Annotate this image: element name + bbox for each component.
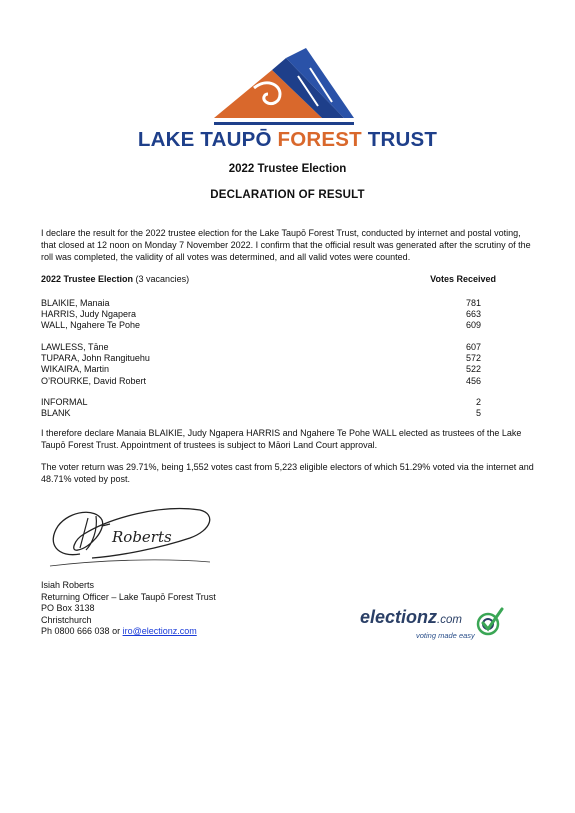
vote-category: INFORMAL bbox=[41, 397, 88, 407]
turnout-paragraph: The voter return was 29.71%, being 1,552 votes cast from 5,223 eligible electors of which 51.29% voted via the internet and 48.71% voted by post. bbox=[41, 462, 534, 484]
candidate-votes: 781 bbox=[465, 298, 481, 308]
result-row bbox=[41, 376, 481, 387]
results-heading-bold: 2022 Trustee Election bbox=[41, 274, 134, 284]
vote-category: BLANK bbox=[41, 408, 71, 419]
result-row bbox=[41, 309, 481, 320]
officer-contact bbox=[41, 626, 301, 638]
officer-name: Isiah Roberts bbox=[41, 580, 95, 590]
election-subtitle: 2022 Trustee Election bbox=[228, 163, 347, 175]
organization-name bbox=[0, 128, 575, 152]
electionz-checkmark-icon bbox=[474, 607, 504, 637]
results-heading bbox=[41, 274, 189, 284]
result-row bbox=[41, 298, 481, 309]
intro-paragraph: I declare the result for the 2022 trustee election for the Lake Taupō Forest Trust, conducted by internet and postal voting, that closed at 12 noon on Monday 7 November 2022. I confirm that the official result was generated after the scrutiny of the roll was completed, the validity of all votes was determined, and all valid votes were counted. bbox=[41, 228, 531, 262]
informal-blank-votes bbox=[41, 397, 481, 419]
signature-icon bbox=[40, 496, 220, 576]
candidate-name: TUPARA, John Rangituehu bbox=[41, 353, 150, 364]
result-row bbox=[41, 364, 481, 375]
returning-officer-details bbox=[41, 580, 301, 638]
officer-email-link[interactable]: iro@electionz.com bbox=[122, 626, 197, 636]
org-name-part1: LAKE TAUPŌ bbox=[137, 128, 272, 151]
other-candidates bbox=[41, 342, 481, 387]
document-title: DECLARATION OF RESULT bbox=[210, 189, 365, 201]
elected-candidates bbox=[41, 298, 481, 332]
result-row bbox=[41, 342, 481, 353]
candidate-votes: 572 bbox=[465, 353, 481, 364]
signature-text: Roberts bbox=[112, 528, 172, 546]
results-heading-vacancies: (3 vacancies) bbox=[133, 274, 190, 284]
officer-address-line1: PO Box 3138 bbox=[41, 603, 95, 613]
declaration-paragraph: I therefore declare Manaia BLAIKIE, Judy Ngapera HARRIS and Ngahere Te Pohe WALL elected as trustees of the Lake Taupō Forest Trust. Appointment of trustees is subject to Māori Land Court approval. bbox=[41, 428, 522, 450]
results-header bbox=[41, 274, 496, 284]
electionz-tagline: voting made easy bbox=[416, 631, 475, 640]
result-row bbox=[41, 353, 481, 364]
candidate-votes: 609 bbox=[465, 320, 481, 331]
forest-trust-logo-icon bbox=[214, 48, 354, 128]
candidate-name: WALL, Ngahere Te Pohe bbox=[41, 320, 141, 331]
candidate-name: BLAIKIE, Manaia bbox=[41, 298, 110, 308]
candidate-name: WIKAIRA, Martin bbox=[41, 364, 110, 375]
electionz-logo bbox=[360, 607, 520, 647]
officer-phone: Ph 0800 666 038 or bbox=[41, 626, 123, 636]
category-votes: 5 bbox=[475, 408, 481, 419]
candidate-votes: 663 bbox=[465, 309, 481, 320]
result-row bbox=[41, 408, 481, 419]
result-row bbox=[41, 397, 481, 408]
candidate-votes: 522 bbox=[465, 364, 481, 375]
result-row bbox=[41, 320, 481, 331]
candidate-name: O’ROURKE, David Robert bbox=[41, 375, 147, 386]
org-name-part2: FOREST bbox=[277, 128, 362, 151]
candidate-votes: 456 bbox=[465, 375, 481, 386]
electionz-brand: electionz bbox=[360, 607, 438, 627]
votes-received-heading: Votes Received bbox=[430, 274, 496, 284]
officer-role: Returning Officer – Lake Taupō Forest Trust bbox=[41, 591, 216, 602]
candidate-name: HARRIS, Judy Ngapera bbox=[41, 309, 137, 320]
officer-address-line2: Christchurch bbox=[41, 614, 92, 625]
candidate-votes: 607 bbox=[465, 342, 481, 352]
candidate-name: LAWLESS, Tāne bbox=[41, 342, 109, 352]
electionz-wordmark bbox=[360, 607, 462, 628]
electionz-domain: .com bbox=[437, 614, 462, 626]
org-name-part3: TRUST bbox=[367, 128, 438, 151]
category-votes: 2 bbox=[475, 397, 481, 407]
